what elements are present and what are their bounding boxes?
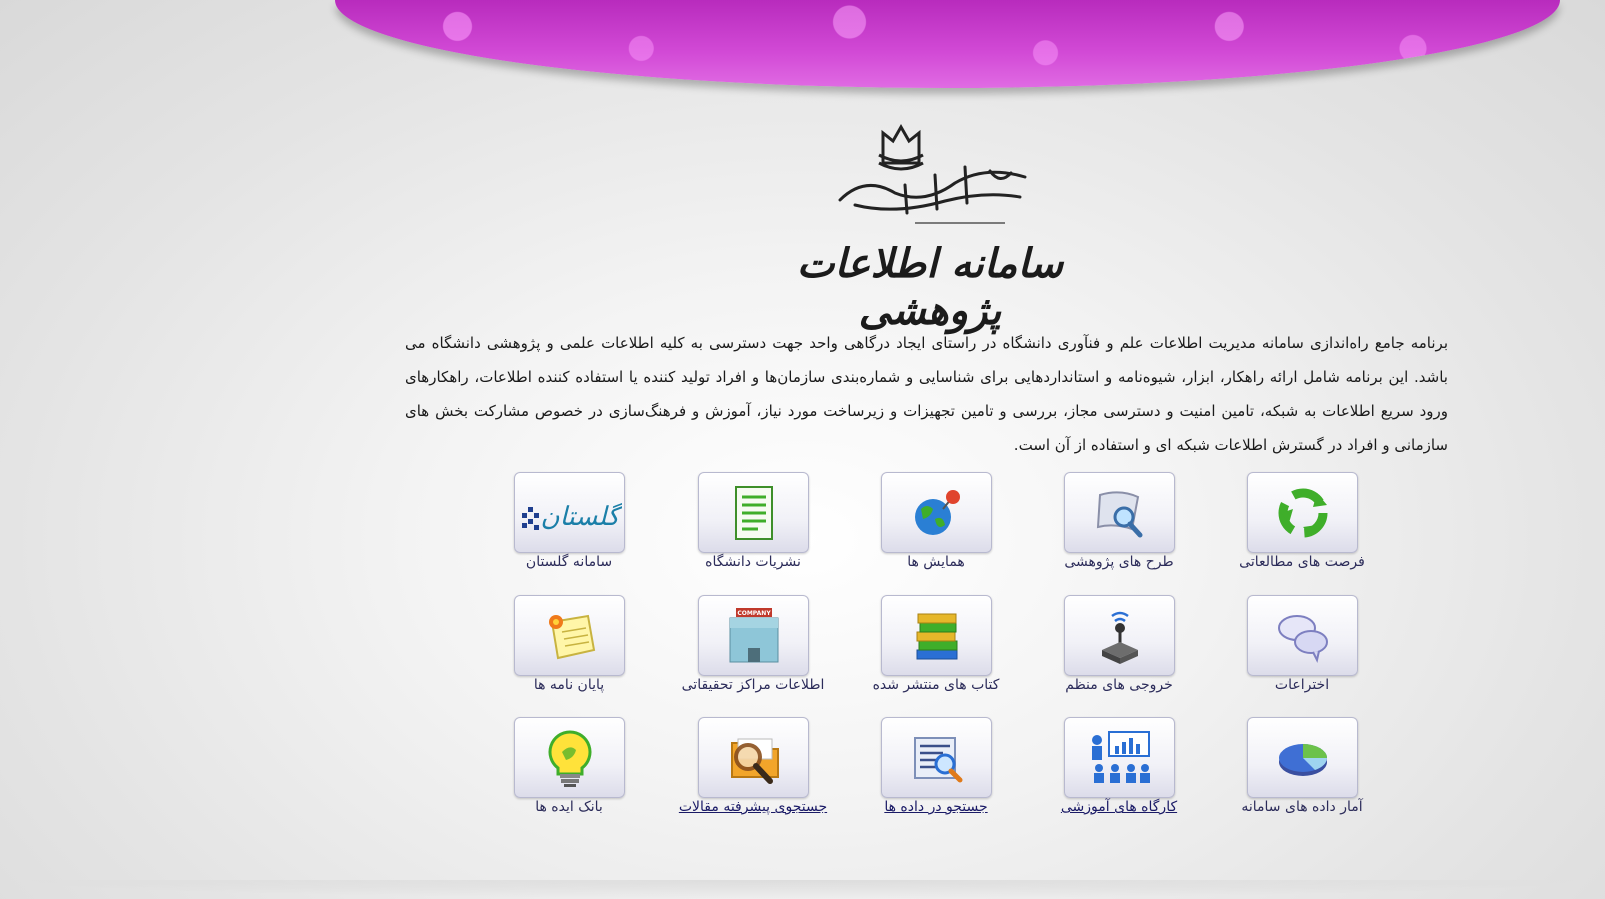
tile-published-books[interactable] bbox=[836, 595, 1036, 715]
scroll-magnifier-icon bbox=[1090, 483, 1150, 543]
tile-ideas-bank[interactable] bbox=[469, 717, 669, 837]
tile-training-workshops[interactable] bbox=[1019, 717, 1219, 837]
tile-advanced-article-search[interactable] bbox=[653, 717, 853, 837]
lightbulb-icon bbox=[540, 726, 600, 790]
tile-label: سامانه گلستان bbox=[525, 554, 613, 570]
tile-label: فرصت های مطالعاتی bbox=[1239, 554, 1365, 570]
header-banner bbox=[335, 0, 1560, 88]
tile-label: آمار داده های سامانه bbox=[1241, 799, 1363, 815]
company-building-icon bbox=[722, 604, 786, 668]
tile-research-projects[interactable] bbox=[1019, 472, 1219, 592]
tile-label: جستجوی پیشرفته مقالات bbox=[678, 799, 828, 815]
logo-icon bbox=[835, 105, 1035, 235]
tile-label: همایش ها bbox=[907, 554, 965, 570]
joystick-signal-icon bbox=[1090, 606, 1150, 666]
tile-label: نشریات دانشگاه bbox=[705, 554, 801, 570]
tile-data-search[interactable] bbox=[836, 717, 1036, 837]
tile-conferences[interactable] bbox=[836, 472, 1036, 592]
note-pad-icon bbox=[540, 606, 600, 666]
tile-label: طرح های پژوهشی bbox=[1064, 554, 1174, 570]
university-logo bbox=[835, 105, 1035, 235]
globe-icon bbox=[907, 483, 967, 543]
tile-golestan-system[interactable] bbox=[469, 472, 669, 592]
tile-label: پایان نامه ها bbox=[533, 677, 605, 693]
tile-label: خروجی های منظم bbox=[1065, 677, 1173, 693]
tile-label: کتاب های منتشر شده bbox=[872, 677, 1000, 693]
tile-label: جستجو در داده ها bbox=[884, 799, 988, 815]
tile-theses[interactable] bbox=[469, 595, 669, 715]
company-sign-text: COMPANY bbox=[736, 609, 771, 617]
golestan-logo-icon bbox=[518, 483, 622, 543]
site-title: سامانه اطلاعات پژوهشی bbox=[796, 240, 1064, 334]
tile-label: بانک ایده ها bbox=[535, 799, 603, 815]
books-stack-icon bbox=[907, 606, 967, 666]
speech-bubbles-icon bbox=[1273, 606, 1333, 666]
footer-shade bbox=[0, 880, 1605, 899]
pie-chart-icon bbox=[1273, 728, 1333, 788]
presentation-audience-icon bbox=[1085, 726, 1155, 790]
document-search-icon bbox=[907, 728, 967, 788]
tile-study-opportunities[interactable] bbox=[1202, 472, 1402, 592]
document-list-icon bbox=[724, 483, 784, 543]
intro-text: برنامه جامع راه‌اندازی سامانه مدیریت اطلاعات علم و فنآوری دانشگاه در راستای ایجاد درگاهی واحد جهت دسترسی به کلیه اطلاعات علمی و پژوهشی دانشگاه می باشد. این برنامه شامل ارائه راهکار، ابزار، شیوه‌نامه و استانداردهایی برای شناسایی و شماره‌بندی سازمان‌ها و افراد تولید کننده یا استفاده کننده اطلاعات، راهکارهای ورود سریع اطلاعات به شبکه، تامین امنیت و دسترسی مجاز، بررسی و تامین تجهیزات و زیرساخت مورد نیاز، آموزش و فرهنگ‌سازی در خصوص مشارکت بخش های سازمانی و افراد در گسترش اطلاعات شبکه ای و استفاده از آن است. bbox=[405, 334, 1448, 454]
tile-label: اختراعات bbox=[1274, 677, 1330, 693]
tile-label: کارگاه های آموزشی bbox=[1060, 799, 1178, 815]
tile-inventions[interactable] bbox=[1202, 595, 1402, 715]
golestan-logo-text: گلستان bbox=[539, 501, 620, 532]
tile-system-statistics[interactable] bbox=[1202, 717, 1402, 837]
tile-research-centers-info[interactable] bbox=[653, 595, 853, 715]
tile-label: اطلاعات مراکز تحقیقاتی bbox=[681, 677, 825, 693]
recycle-arrows-icon bbox=[1273, 483, 1333, 543]
tile-university-publications[interactable] bbox=[653, 472, 853, 592]
folder-search-icon bbox=[722, 727, 786, 789]
tile-regular-outputs[interactable] bbox=[1019, 595, 1219, 715]
